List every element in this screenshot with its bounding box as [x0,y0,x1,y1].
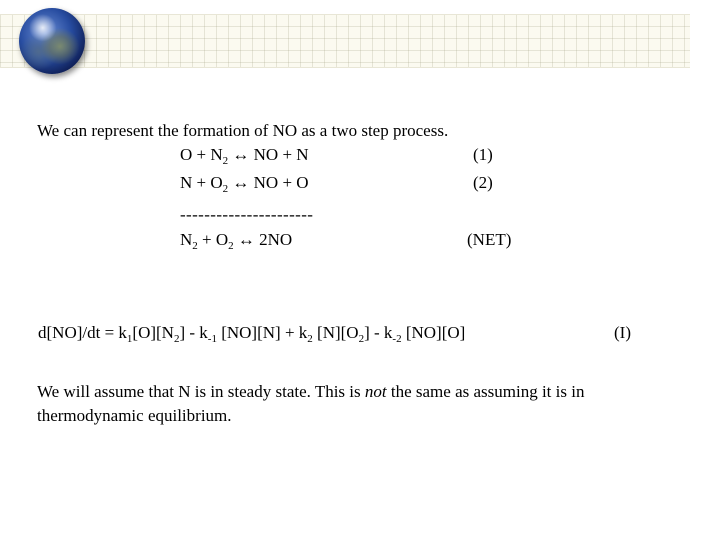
reaction-2-equation: $N + O_2$ ↔ NO + O [180,173,309,195]
reaction-1-equation: $O + N_2$ ↔ NO + N [180,145,309,167]
intro-text: We can represent the formation of NO as a two step process. [37,121,449,140]
reaction-2-number: (2) [473,173,493,192]
reaction-1-number: (1) [473,145,493,164]
divider-line: ---------------------- [180,205,314,224]
net-reaction-number: (NET) [467,230,512,249]
rate-law-equation: $d[NO]/dt = k_1[O][N_2] - k_{-1}$ $[NO][N] + k_2$ $[N][O_2] - k_{-2}$ [NO][O] [38,323,466,345]
emphasis-not: not [364,382,387,401]
globe-icon [19,8,85,74]
net-reaction-equation: $N_2 + O_2$ ↔ 2NO [180,230,293,252]
header-band [0,14,690,68]
steady-state-paragraph: We will assume that N is in steady state. This is not the same as assuming it is in thermodynamic equilibrium. [37,382,585,425]
rate-law-number: (I) [614,323,631,342]
